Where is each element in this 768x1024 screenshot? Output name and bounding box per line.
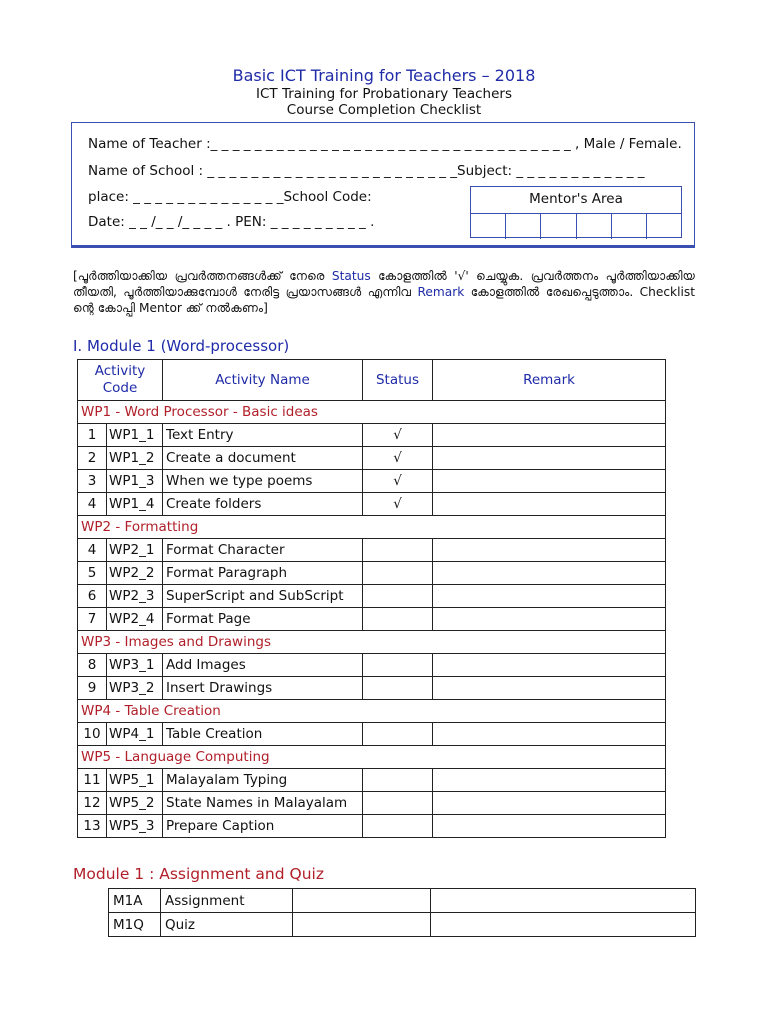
note-status-word: Status bbox=[331, 269, 371, 283]
row-number: 9 bbox=[78, 677, 107, 700]
module1-activity-table bbox=[77, 359, 666, 838]
activity-code: WP1_4 bbox=[107, 493, 163, 516]
remark-cell[interactable] bbox=[433, 723, 666, 746]
remark-cell[interactable] bbox=[433, 769, 666, 792]
status-cell[interactable]: √ bbox=[363, 447, 433, 470]
row-number: 4 bbox=[78, 493, 107, 516]
activity-name: SuperScript and SubScript bbox=[163, 585, 363, 608]
col-activity-code: Activity Code bbox=[78, 360, 163, 401]
activity-name: Text Entry bbox=[163, 424, 363, 447]
row-number: 12 bbox=[78, 792, 107, 815]
activity-code: WP2_4 bbox=[107, 608, 163, 631]
place-line: place: _ _ _ _ _ _ _ _ _ _ _ _ _ _School Code: bbox=[88, 189, 372, 205]
row-number: 1 bbox=[78, 424, 107, 447]
table-row bbox=[78, 562, 666, 585]
status-cell[interactable] bbox=[363, 815, 433, 838]
remark-cell[interactable] bbox=[433, 654, 666, 677]
document-title: Basic ICT Training for Teachers – 2018 bbox=[232, 66, 536, 85]
row-number: 4 bbox=[78, 539, 107, 562]
assignment-status-cell[interactable] bbox=[293, 889, 431, 913]
table-row bbox=[78, 493, 666, 516]
activity-code: WP1_1 bbox=[107, 424, 163, 447]
teacher-info-box bbox=[71, 122, 695, 246]
group-title: WP2 - Formatting bbox=[78, 516, 666, 539]
row-number: 8 bbox=[78, 654, 107, 677]
mentor-cell bbox=[612, 214, 647, 239]
status-cell[interactable] bbox=[363, 769, 433, 792]
remark-cell[interactable] bbox=[433, 447, 666, 470]
status-cell[interactable] bbox=[363, 677, 433, 700]
group-row bbox=[78, 700, 666, 723]
status-cell[interactable]: √ bbox=[363, 493, 433, 516]
remark-cell[interactable] bbox=[433, 562, 666, 585]
table-row bbox=[78, 815, 666, 838]
table-row bbox=[78, 769, 666, 792]
status-cell[interactable]: √ bbox=[363, 424, 433, 447]
remark-cell[interactable] bbox=[433, 677, 666, 700]
activity-code: WP5_3 bbox=[107, 815, 163, 838]
mentor-area bbox=[470, 186, 682, 238]
activity-code: WP2_2 bbox=[107, 562, 163, 585]
row-number: 13 bbox=[78, 815, 107, 838]
status-cell[interactable] bbox=[363, 562, 433, 585]
activity-name: When we type poems bbox=[163, 470, 363, 493]
mentor-area-title: Mentor's Area bbox=[471, 187, 681, 214]
activity-code: WP1_3 bbox=[107, 470, 163, 493]
mentor-cell bbox=[541, 214, 576, 239]
assignment-remark-cell[interactable] bbox=[431, 913, 696, 937]
activity-code: WP5_2 bbox=[107, 792, 163, 815]
teacher-name-line: Name of Teacher :_ _ _ _ _ _ _ _ _ _ _ _ _ _ _ _ _ _ _ _ _ _ _ _ _ _ _ _ _ _ _ _ _ , Male / Female. bbox=[88, 136, 682, 152]
status-cell[interactable] bbox=[363, 539, 433, 562]
assignment-code: M1A bbox=[109, 889, 161, 913]
activity-code: WP2_3 bbox=[107, 585, 163, 608]
note-text-1: [പൂർത്തിയാക്കിയ പ്രവർത്തനങ്ങൾക്ക് നേരെ bbox=[73, 269, 332, 283]
group-title: WP4 - Table Creation bbox=[78, 700, 666, 723]
date-pen-line: Date: _ _ /_ _ /_ _ _ _ . PEN: _ _ _ _ _ _ _ _ _ . bbox=[88, 214, 375, 230]
table-row bbox=[78, 585, 666, 608]
group-title: WP1 - Word Processor - Basic ideas bbox=[78, 401, 666, 424]
school-name-line: Name of School : _ _ _ _ _ _ _ _ _ _ _ _ _ _ _ _ _ _ _ _ _ _ _Subject: _ _ _ _ _ _ _ _ _ _ _ _ bbox=[88, 163, 645, 179]
col-status: Status bbox=[363, 360, 433, 401]
row-number: 3 bbox=[78, 470, 107, 493]
activity-code: WP2_1 bbox=[107, 539, 163, 562]
assignment-status-cell[interactable] bbox=[293, 913, 431, 937]
assignment-name: Assignment bbox=[161, 889, 293, 913]
table-row bbox=[78, 654, 666, 677]
activity-code: WP3_1 bbox=[107, 654, 163, 677]
table-row bbox=[78, 723, 666, 746]
table-row bbox=[78, 792, 666, 815]
note-remark-word: Remark bbox=[417, 285, 465, 299]
activity-name: Insert Drawings bbox=[163, 677, 363, 700]
activity-name: Add Images bbox=[163, 654, 363, 677]
activity-name: Table Creation bbox=[163, 723, 363, 746]
activity-name: Prepare Caption bbox=[163, 815, 363, 838]
note-text-2: കോളത്തിൽ '√' ചെയ്യുക. പ്രവർത്തനം പൂർത്തിയാക്കിയ തീയതി, പൂർത്തിയാക്കുമ്പോൾ നേരിട്ട പ്രയാസങ്ങൾ എന്നിവ bbox=[73, 269, 696, 299]
row-number: 11 bbox=[78, 769, 107, 792]
table-row bbox=[78, 470, 666, 493]
assignment-heading: Module 1 : Assignment and Quiz bbox=[73, 865, 324, 883]
status-cell[interactable] bbox=[363, 723, 433, 746]
instruction-note bbox=[73, 268, 695, 316]
mentor-cell bbox=[471, 214, 506, 239]
activity-table-body bbox=[78, 401, 666, 838]
table-row bbox=[109, 913, 696, 937]
mentor-cell bbox=[506, 214, 541, 239]
activity-name: Create folders bbox=[163, 493, 363, 516]
group-row bbox=[78, 631, 666, 654]
remark-cell[interactable] bbox=[433, 585, 666, 608]
assignment-remark-cell[interactable] bbox=[431, 889, 696, 913]
activity-code: WP3_2 bbox=[107, 677, 163, 700]
activity-code: WP5_1 bbox=[107, 769, 163, 792]
status-cell[interactable]: √ bbox=[363, 470, 433, 493]
remark-cell[interactable] bbox=[433, 815, 666, 838]
group-row bbox=[78, 516, 666, 539]
row-number: 2 bbox=[78, 447, 107, 470]
table-header-row bbox=[78, 360, 666, 401]
checklist-name: Course Completion Checklist bbox=[286, 102, 482, 118]
remark-cell[interactable] bbox=[433, 608, 666, 631]
assignment-quiz-table bbox=[108, 888, 696, 937]
status-cell[interactable] bbox=[363, 585, 433, 608]
activity-code: WP4_1 bbox=[107, 723, 163, 746]
remark-cell[interactable] bbox=[433, 470, 666, 493]
group-row bbox=[78, 746, 666, 769]
remark-cell[interactable] bbox=[433, 493, 666, 516]
remark-cell[interactable] bbox=[433, 792, 666, 815]
status-cell[interactable] bbox=[363, 792, 433, 815]
mentor-cell bbox=[647, 214, 681, 239]
remark-cell[interactable] bbox=[433, 539, 666, 562]
activity-name: Format Paragraph bbox=[163, 562, 363, 585]
module1-heading: I. Module 1 (Word-processor) bbox=[73, 337, 290, 355]
table-row bbox=[78, 539, 666, 562]
row-number: 7 bbox=[78, 608, 107, 631]
row-number: 5 bbox=[78, 562, 107, 585]
activity-name: State Names in Malayalam bbox=[163, 792, 363, 815]
table-row bbox=[78, 447, 666, 470]
table-row bbox=[78, 608, 666, 631]
table-row bbox=[78, 424, 666, 447]
col-remark: Remark bbox=[433, 360, 666, 401]
mentor-cell bbox=[577, 214, 612, 239]
row-number: 10 bbox=[78, 723, 107, 746]
mentor-signature-cells bbox=[471, 214, 681, 239]
document-subtitle: ICT Training for Probationary Teachers bbox=[256, 86, 512, 102]
assignment-code: M1Q bbox=[109, 913, 161, 937]
group-title: WP3 - Images and Drawings bbox=[78, 631, 666, 654]
table-row bbox=[109, 889, 696, 913]
activity-name: Create a document bbox=[163, 447, 363, 470]
table-row bbox=[78, 677, 666, 700]
row-number: 6 bbox=[78, 585, 107, 608]
group-row bbox=[78, 401, 666, 424]
assignment-name: Quiz bbox=[161, 913, 293, 937]
note-text-3: കോളത്തിൽ രേഖപ്പെടുത്താം. Checklist ന്റെ കോപ്പി Mentor ക്ക് നൽകണം] bbox=[73, 285, 695, 315]
group-title: WP5 - Language Computing bbox=[78, 746, 666, 769]
col-activity-name: Activity Name bbox=[163, 360, 363, 401]
status-cell[interactable] bbox=[363, 608, 433, 631]
remark-cell[interactable] bbox=[433, 424, 666, 447]
activity-name: Format Page bbox=[163, 608, 363, 631]
activity-code: WP1_2 bbox=[107, 447, 163, 470]
activity-name: Format Character bbox=[163, 539, 363, 562]
status-cell[interactable] bbox=[363, 654, 433, 677]
activity-name: Malayalam Typing bbox=[163, 769, 363, 792]
assignment-table-body bbox=[109, 889, 696, 937]
